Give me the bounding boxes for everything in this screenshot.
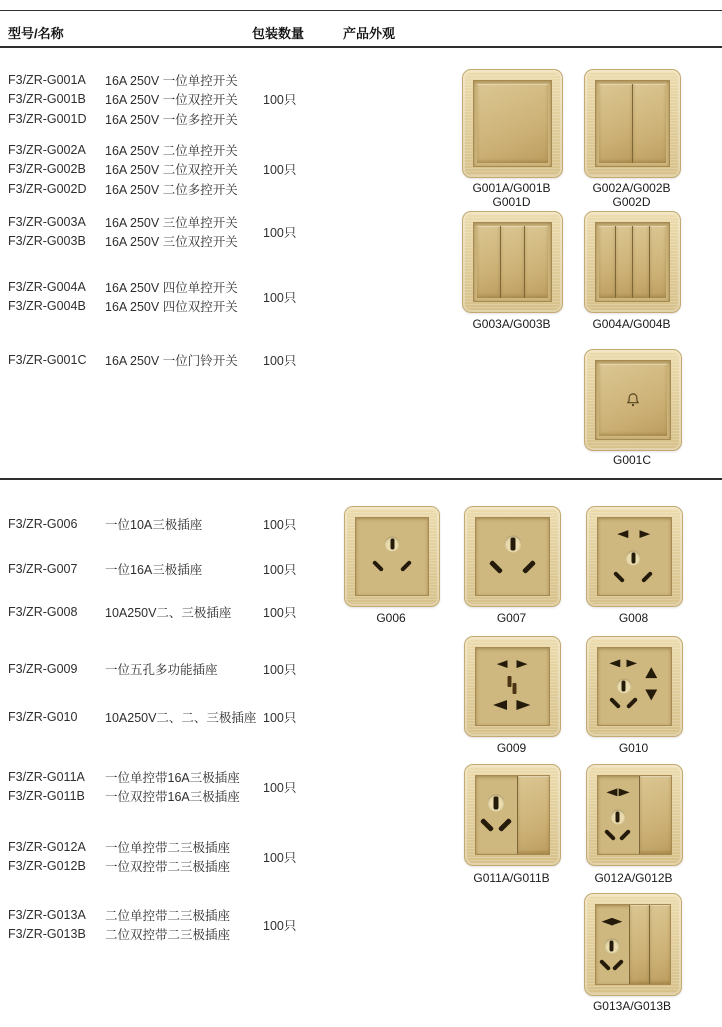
socket-section (596, 905, 629, 984)
switch-rocker (632, 84, 666, 163)
product-photo-socket-3pin-16a (464, 506, 561, 607)
plate-inner (475, 775, 550, 855)
switch-rocker (649, 905, 670, 984)
column-header-model: 型号/名称 (8, 26, 64, 41)
plate-inner (473, 222, 552, 302)
plate-inner (475, 517, 550, 596)
package-quantity: 100只 (263, 850, 297, 865)
divider-line-top (0, 10, 722, 11)
catalog-row (8, 140, 263, 160)
switch-rocker (640, 776, 671, 854)
product-photo-socket-multi (464, 636, 561, 737)
product-code: F3/ZR-G004B (8, 299, 86, 314)
socket-hole (641, 571, 653, 583)
product-photo-socket-5hole (586, 506, 683, 607)
switch-rocker (599, 364, 667, 436)
column-header-quantity: 包装数量 (252, 26, 305, 41)
switch-rocker (477, 84, 548, 163)
catalog-row (8, 90, 263, 110)
product-name: 16A 250V 二位双控开关 (105, 163, 238, 178)
socket-hole (516, 700, 530, 710)
product-caption: G003A/G003B (472, 317, 551, 331)
socket-hole (489, 559, 503, 573)
product-code: F3/ZR-G006 (8, 516, 78, 531)
switch-rocker (615, 226, 632, 298)
product-name: 一位双控带二三极插座 (105, 860, 231, 875)
socket-hole (613, 571, 625, 583)
product-caption: G001C (612, 453, 652, 467)
switch-rocker (477, 226, 500, 298)
model-rows (8, 659, 263, 679)
socket-hole (609, 659, 620, 667)
switch-rocker (632, 226, 649, 298)
catalog-row (8, 857, 263, 877)
socket-hole (609, 697, 621, 709)
package-quantity: 100只 (263, 918, 297, 933)
package-quantity: 100只 (263, 562, 297, 577)
product-group (8, 514, 348, 534)
product-photo-switch-2gang (584, 69, 681, 178)
universal-hole (507, 676, 516, 694)
earth-pin-hole (626, 551, 641, 566)
bell-icon (624, 391, 642, 409)
product-code: F3/ZR-G001B (8, 92, 86, 107)
product-photo-socket5-switch2 (584, 893, 682, 996)
socket-hole (497, 660, 508, 668)
plate-inner (597, 517, 672, 596)
product-code: F3/ZR-G001C (8, 352, 87, 367)
plate-inner (597, 775, 672, 855)
product-name: 16A 250V 三位双控开关 (105, 235, 238, 250)
plate-inner (595, 80, 670, 167)
switch-section (517, 776, 549, 854)
socket-hole (400, 560, 412, 572)
product-group (8, 837, 348, 876)
model-rows (8, 602, 263, 622)
product-name: 16A 250V 二位多控开关 (105, 182, 238, 197)
catalog-row (8, 109, 263, 129)
socket-hole (612, 959, 624, 971)
product-name: 16A 250V 二位单控开关 (105, 143, 238, 158)
package-quantity: 100只 (263, 225, 297, 240)
catalog-row (8, 659, 263, 679)
product-name: 16A 250V 一位单控开关 (105, 73, 238, 88)
product-photo-switch-1gang (462, 69, 563, 178)
earth-pin-hole (385, 537, 400, 552)
product-code: F3/ZR-G011B (8, 789, 85, 804)
product-name: 一位双控带16A三极插座 (105, 790, 240, 805)
socket-hole (604, 829, 616, 841)
switch-section (639, 776, 671, 854)
product-group (8, 212, 348, 251)
socket-hole (639, 530, 650, 538)
product-name: 16A 250V 一位双控开关 (105, 93, 238, 108)
socket-hole (617, 530, 628, 538)
socket-hole (611, 918, 622, 926)
product-code: F3/ZR-G004A (8, 279, 86, 294)
plate-inner (475, 647, 550, 726)
product-name: 10A250V二、二、三极插座 (105, 710, 257, 725)
catalog-row (8, 767, 263, 787)
package-quantity: 100只 (263, 93, 297, 108)
package-quantity: 100只 (263, 662, 297, 677)
catalog-row (8, 602, 263, 622)
model-rows (8, 277, 263, 316)
product-photo-switch-3gang (462, 211, 563, 313)
product-code: F3/ZR-G002D (8, 181, 87, 196)
product-name: 16A 250V 一位门铃开关 (105, 353, 238, 368)
product-group (8, 277, 348, 316)
plate-inner (595, 904, 671, 985)
socket-hole (645, 667, 657, 678)
product-caption: G002A/G002B G002D (592, 181, 671, 209)
socket-hole (606, 788, 617, 796)
socket-section (476, 776, 517, 854)
socket-hole (619, 829, 631, 841)
product-name: 一位16A三极插座 (105, 562, 203, 577)
product-code: F3/ZR-G002B (8, 162, 86, 177)
switch-rocker (599, 84, 632, 163)
product-name: 16A 250V 三位单控开关 (105, 215, 238, 230)
product-caption: G006 (376, 611, 406, 625)
socket-hole (521, 559, 535, 573)
catalog-row (8, 925, 263, 945)
product-code: F3/ZR-G003A (8, 214, 86, 229)
earth-pin-hole (488, 794, 505, 811)
package-quantity: 100只 (263, 710, 297, 725)
package-quantity: 100只 (263, 290, 297, 305)
model-rows (8, 70, 263, 129)
socket-hole (599, 959, 611, 971)
socket-section (598, 776, 639, 854)
product-name: 一位10A三极插座 (105, 517, 203, 532)
socket-hole (626, 697, 638, 709)
socket-hole (516, 660, 527, 668)
earth-pin-hole (610, 809, 625, 824)
model-rows (8, 140, 263, 199)
product-name: 16A 250V 四位双控开关 (105, 300, 238, 315)
model-rows (8, 559, 263, 579)
product-photo-socket5-switch (586, 764, 683, 866)
product-code: F3/ZR-G003B (8, 234, 86, 249)
divider-line-header (0, 46, 722, 48)
catalog-row (8, 559, 263, 579)
product-name: 二位双控带二三极插座 (105, 928, 231, 943)
product-group (8, 559, 348, 579)
model-rows (8, 905, 263, 944)
package-quantity: 100只 (263, 780, 297, 795)
product-photo-socket-switch (464, 764, 561, 866)
plate-inner (355, 517, 429, 596)
product-code: F3/ZR-G010 (8, 709, 78, 724)
product-name: 10A250V二、三极插座 (105, 605, 232, 620)
socket-hole (602, 918, 613, 926)
switch-rocker (630, 905, 650, 984)
socket-hole (645, 689, 657, 700)
model-rows (8, 707, 263, 727)
product-caption: G012A/G012B (594, 871, 673, 885)
catalog-row (8, 160, 263, 180)
product-code: F3/ZR-G002A (8, 142, 86, 157)
product-caption: G008 (618, 611, 649, 625)
product-group (8, 140, 348, 199)
switch-section (629, 905, 670, 984)
switch-rocker (524, 226, 548, 298)
catalog-row (8, 905, 263, 925)
switch-rocker (649, 226, 666, 298)
product-caption: G001A/G001B G001D (472, 181, 551, 209)
catalog-row (8, 837, 263, 857)
earth-pin-hole (504, 536, 521, 553)
product-group (8, 767, 348, 806)
product-photo-socket-7hole (586, 636, 683, 737)
product-name: 一位单控带二三极插座 (105, 840, 231, 855)
package-quantity: 100只 (263, 163, 297, 178)
model-rows (8, 837, 263, 876)
product-name: 16A 250V 一位多控开关 (105, 112, 238, 127)
product-code: F3/ZR-G001A (8, 72, 86, 87)
product-group (8, 70, 348, 129)
earth-pin-hole (616, 678, 631, 693)
divider-line-section (0, 478, 722, 480)
catalog-row (8, 212, 263, 232)
socket-hole (626, 659, 637, 667)
product-code: F3/ZR-G012B (8, 859, 86, 874)
product-name: 二位单控带二三极插座 (105, 908, 231, 923)
catalog-row (8, 787, 263, 807)
package-quantity: 100只 (263, 517, 297, 532)
product-photo-socket-3pin (344, 506, 440, 607)
socket-hole (493, 700, 507, 710)
plate-inner (473, 80, 552, 167)
product-photo-switch-4gang (584, 211, 681, 313)
product-group (8, 905, 348, 944)
catalog-row (8, 277, 263, 297)
catalog-row (8, 179, 263, 199)
product-code: F3/ZR-G009 (8, 661, 78, 676)
model-rows (8, 212, 263, 251)
switch-rocker (518, 776, 549, 854)
product-caption: G009 (496, 741, 527, 755)
product-group (8, 350, 348, 370)
product-group (8, 659, 348, 679)
product-caption: G004A/G004B (592, 317, 671, 331)
earth-pin-hole (604, 939, 619, 954)
socket-hole (372, 560, 384, 572)
product-name: 16A 250V 四位单控开关 (105, 280, 238, 295)
product-code: F3/ZR-G008 (8, 604, 78, 619)
model-rows (8, 350, 263, 370)
catalog-row (8, 232, 263, 252)
model-rows (8, 514, 263, 534)
socket-hole (619, 788, 630, 796)
product-code: F3/ZR-G011A (8, 769, 85, 784)
product-code: F3/ZR-G013A (8, 907, 86, 922)
catalog-row (8, 514, 263, 534)
socket-hole (480, 818, 494, 832)
package-quantity: 100只 (263, 353, 297, 368)
switch-rocker (500, 226, 524, 298)
product-group (8, 707, 348, 727)
column-header-appearance: 产品外观 (343, 26, 396, 41)
product-code: F3/ZR-G013B (8, 927, 86, 942)
product-photo-doorbell-switch (584, 349, 682, 451)
catalog-row (8, 350, 263, 370)
product-caption: G013A/G013B (592, 999, 672, 1013)
product-name: 一位单控带16A三极插座 (105, 770, 240, 785)
plate-inner (595, 360, 671, 440)
plate-inner (595, 222, 670, 302)
product-code: F3/ZR-G001D (8, 111, 87, 126)
product-caption: G011A/G011B (473, 871, 550, 885)
catalog-row (8, 70, 263, 90)
model-rows (8, 767, 263, 806)
socket-hole (498, 818, 512, 832)
product-code: F3/ZR-G007 (8, 561, 78, 576)
package-quantity: 100只 (263, 605, 297, 620)
product-caption: G010 (618, 741, 649, 755)
product-code: F3/ZR-G012A (8, 839, 86, 854)
product-group (8, 602, 348, 622)
plate-inner (597, 647, 672, 726)
product-name: 一位五孔多功能插座 (105, 662, 218, 677)
product-caption: G007 (496, 611, 527, 625)
catalog-row (8, 707, 263, 727)
catalog-row (8, 297, 263, 317)
switch-rocker (599, 226, 615, 298)
